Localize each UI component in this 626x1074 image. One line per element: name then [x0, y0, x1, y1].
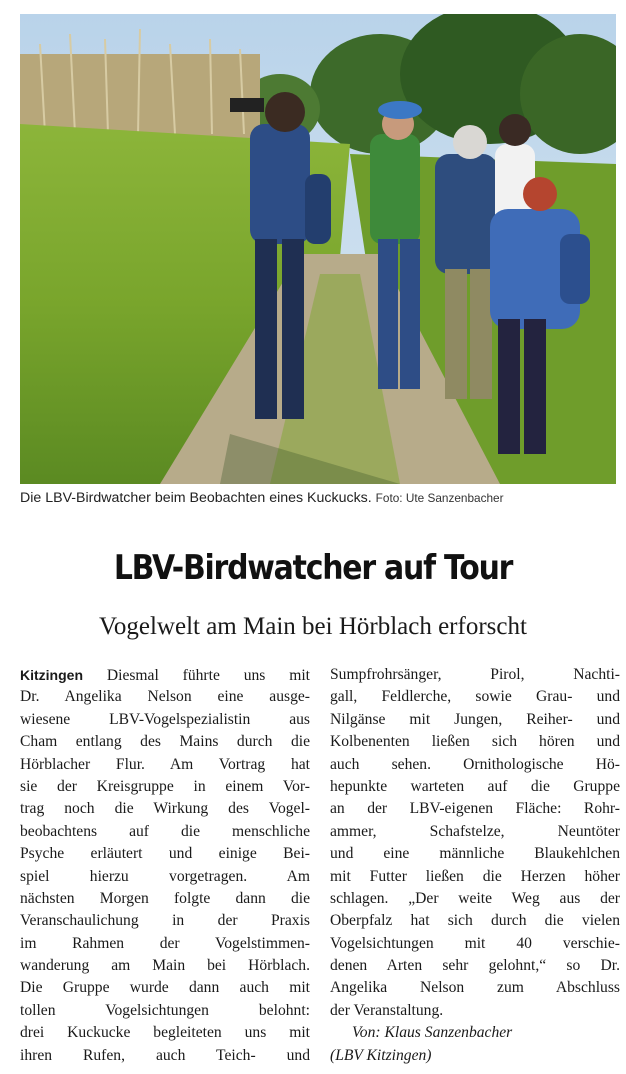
text-line: nächsten Morgen folgte dann die — [20, 889, 310, 907]
text-line: Die Gruppe wurde dann auch mit — [20, 979, 310, 997]
birdwatchers-photo — [20, 14, 616, 484]
text-line: Dr. Angelika Nelson eine ausge- — [20, 688, 310, 706]
text-line: Nilgänse mit Jungen, Reiher- und — [330, 710, 620, 728]
article-column-left — [20, 664, 310, 1067]
text-line: auch sehen. Ornithologische Hö- — [330, 755, 620, 773]
dateline: Kitzingen — [20, 667, 83, 683]
text-line: wiesene LBV-Vogelspezialistin aus — [20, 710, 310, 728]
headline: LBV-Birdwatcher auf Tour — [113, 548, 513, 588]
author-org: (LBV Kitzingen) — [330, 1046, 432, 1064]
text-line: sie der Kreisgruppe in einem Vor- — [20, 777, 310, 795]
text-line: Sumpfrohrsänger, Pirol, Nachti- — [330, 666, 620, 683]
text-line: beobachtens auf die menschliche — [20, 822, 310, 840]
text-line: Veranschaulichung in der Praxis — [20, 912, 310, 930]
text-line: ammer, Schafstelze, Neuntöter — [330, 822, 620, 840]
text-line: denen Arten sehr gelohnt,“ so Dr. — [330, 957, 620, 975]
text-line: im Rahmen der Vogelstimmen- — [20, 934, 310, 952]
text-line: tollen Vogelsichtungen belohnt: — [20, 1001, 310, 1019]
photo-credit: Foto: Ute Sanzenbacher — [375, 491, 504, 505]
text-line: Kitzingen Diesmal führte uns mit — [20, 667, 310, 684]
text-line: Oberpfalz hat sich durch die vielen — [330, 912, 620, 930]
text-line: Vogelsichtungen mit 40 verschie- — [330, 934, 620, 952]
text-line: trag noch die Wirkung des Vogel- — [20, 800, 310, 818]
text-line: Cham entlang des Mains durch die — [20, 733, 310, 751]
author-line: Von: Klaus Sanzenbacher — [352, 1024, 513, 1042]
text-line: an der LBV-eigenen Fläche: Rohr- — [330, 800, 620, 818]
text-line: mit Futter ließen die Herzen höher — [330, 867, 620, 885]
text-line: und eine männliche Blaukehlchen — [330, 845, 620, 863]
text-line: wanderung am Main bei Hörblach. — [20, 957, 310, 975]
text-line: hepunkte warteten auf die Gruppe — [330, 777, 620, 795]
photo-caption — [20, 490, 616, 506]
caption-text: Die LBV-Birdwatcher beim Beobachten eines Kuckucks. — [20, 490, 372, 506]
text-line: Kolbenenten ließen sich hören und — [330, 733, 620, 751]
article-photo — [20, 14, 616, 484]
text-line: Hörblacher Flur. Am Vortrag hat — [20, 755, 310, 773]
text-line: ihren Rufen, auch Teich- und — [20, 1046, 310, 1064]
text-line: schlagen. „Der weite Weg aus der — [330, 889, 620, 907]
text-line: drei Kuckucke begleiteten uns mit — [20, 1024, 310, 1042]
article-column-right — [330, 664, 620, 1067]
text-line: Psyche erläutert und einige Bei- — [20, 845, 310, 863]
text-line: gall, Feldlerche, sowie Grau- und — [330, 688, 620, 706]
subheadline: Vogelwelt am Main bei Hörblach erforscht — [99, 613, 527, 640]
text-line: der Veranstaltung. — [330, 1001, 444, 1019]
text-line: spiel hierzu vorgetragen. Am — [20, 867, 310, 885]
text-line: Angelika Nelson zum Abschluss — [330, 979, 620, 997]
